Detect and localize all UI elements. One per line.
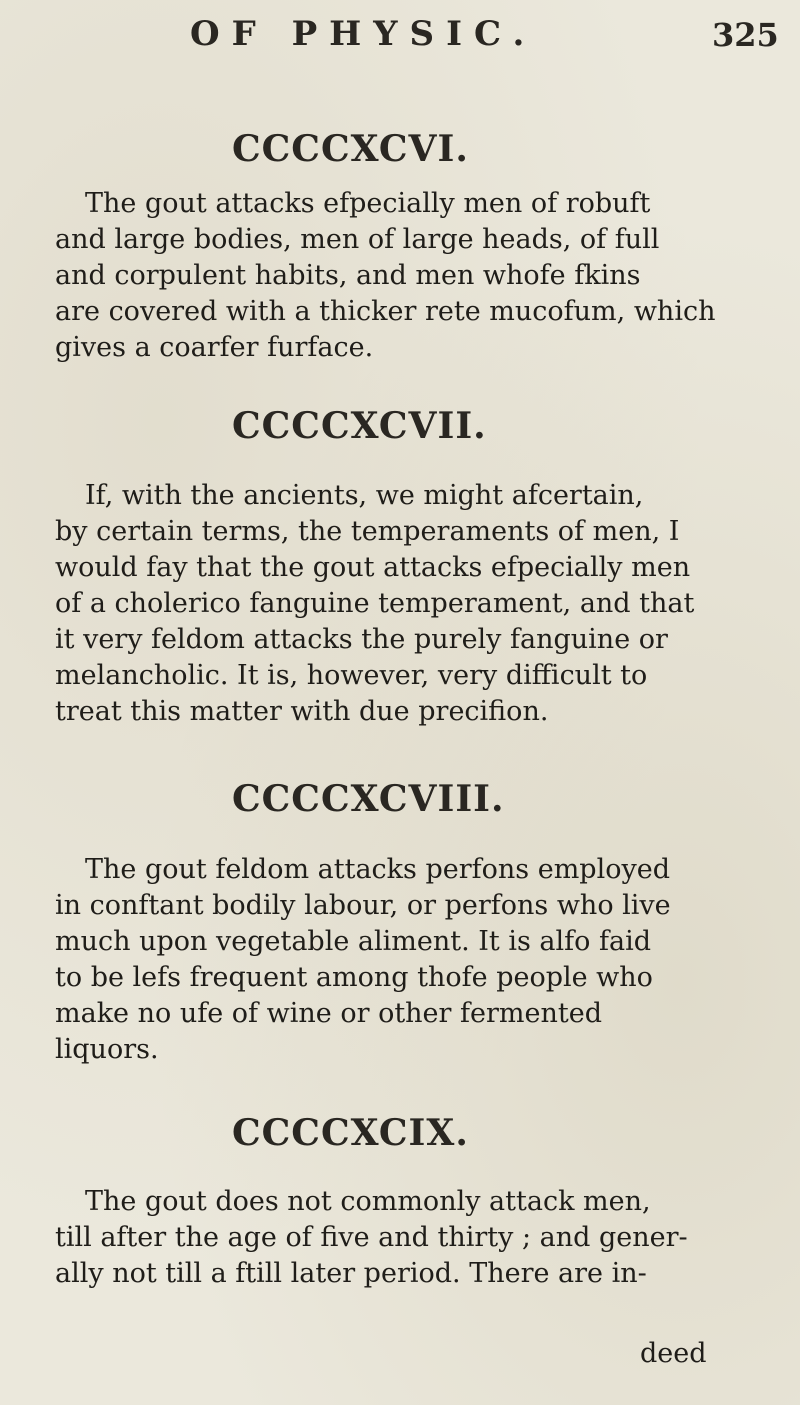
- text-line: liquors.: [55, 1034, 159, 1065]
- text-line: and corpulent habits, and men whofe fkins: [55, 260, 641, 291]
- section-heading-ccccxcvi: CCCCXCVI.: [232, 128, 469, 170]
- text-line: much upon vegetable aliment. It is alfo faid: [55, 926, 652, 957]
- page-number: 325: [712, 16, 779, 54]
- text-line: in conftant bodily labour, or perfons who live: [55, 890, 671, 921]
- paragraph-ccccxcvii: [55, 478, 735, 730]
- section-heading-ccccxcix: CCCCXCIX.: [232, 1112, 469, 1154]
- text-line: If, with the ancients, we might afcertain,: [85, 480, 644, 511]
- running-head: OF PHYSIC.: [190, 14, 537, 54]
- text-line: ally not till a ftill later period. There are in-: [55, 1258, 647, 1289]
- paragraph-ccccxcvi: [55, 186, 735, 366]
- section-heading-ccccxcvii: CCCCXCVII.: [232, 405, 487, 447]
- text-line: by certain terms, the temperaments of men, I: [55, 516, 680, 547]
- text-line: to be lefs frequent among thofe people who: [55, 962, 653, 993]
- section-heading-ccccxcviii: CCCCXCVIII.: [232, 778, 505, 820]
- paragraph-ccccxcix: [55, 1184, 735, 1292]
- text-line: would fay that the gout attacks efpecially men: [55, 552, 691, 583]
- catchword: deed: [640, 1338, 707, 1369]
- text-line: The gout attacks efpecially men of robuft: [85, 188, 651, 219]
- text-line: melancholic. It is, however, very difficult to: [55, 660, 648, 691]
- text-line: till after the age of five and thirty ; and gener-: [55, 1222, 688, 1253]
- text-line: and large bodies, men of large heads, of full: [55, 224, 660, 255]
- text-line: it very feldom attacks the purely fanguine or: [55, 624, 668, 655]
- text-line: treat this matter with due precifion.: [55, 696, 549, 727]
- text-line: gives a coarfer furface.: [55, 332, 374, 363]
- text-line: of a cholerico fanguine temperament, and that: [55, 588, 695, 619]
- paragraph-ccccxcviii: [55, 852, 735, 1068]
- text-line: The gout does not commonly attack men,: [85, 1186, 651, 1217]
- text-line: The gout feldom attacks perfons employed: [85, 854, 670, 885]
- text-line: make no ufe of wine or other fermented: [55, 998, 602, 1029]
- text-line: are covered with a thicker rete mucofum, which: [55, 296, 716, 327]
